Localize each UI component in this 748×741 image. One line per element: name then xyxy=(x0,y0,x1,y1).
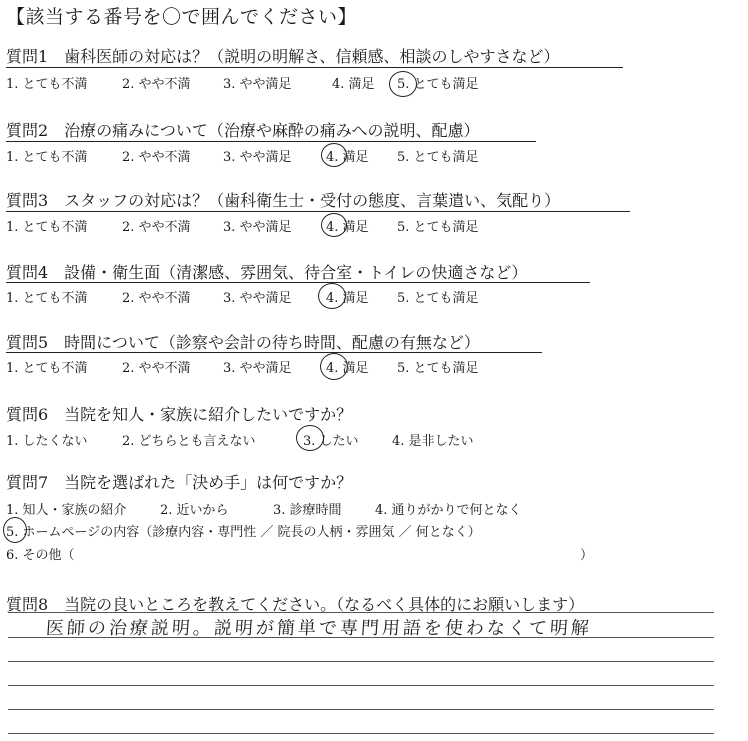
answer-line-3 xyxy=(8,661,714,662)
q1-option-1[interactable]: 1. とても不満 xyxy=(6,77,88,92)
q2-option-1[interactable]: 1. とても不満 xyxy=(6,150,88,165)
page-title: 【該当する番号を〇で囲んでください】 xyxy=(6,6,358,28)
question-5-options xyxy=(0,357,748,375)
q3-answer-circle xyxy=(321,213,347,237)
question-3-options xyxy=(0,216,748,234)
q2-option-4[interactable]: 4. 満足 xyxy=(326,150,369,165)
q7-answer-circle xyxy=(3,517,27,543)
q4-option-1[interactable]: 1. とても不満 xyxy=(6,291,88,306)
q6-option-4[interactable]: 4. 是非したい xyxy=(392,434,474,449)
question-3-label: 質問3 スタッフの対応は？（歯科衛生士・受付の態度、言葉遣い、気配り） xyxy=(6,191,561,210)
question-1-label: 質問1 歯科医師の対応は？（説明の明解さ、信頼感、相談のしやすさなど） xyxy=(6,47,560,66)
q5-option-4[interactable]: 4. 満足 xyxy=(326,361,369,376)
q2-option-2[interactable]: 2. やや不満 xyxy=(122,150,191,165)
q2-option-5[interactable]: 5. とても満足 xyxy=(397,150,479,165)
q4-option-3[interactable]: 3. やや満足 xyxy=(223,291,292,306)
question-8-handwritten-answer: 医師の治療説明。説明が簡単で専門用語を使わなくて明解 xyxy=(45,618,593,639)
question-2-label: 質問2 治療の痛みについて（治療や麻酔の痛みへの説明、配慮） xyxy=(6,121,480,140)
q5-answer-circle xyxy=(320,353,348,380)
question-5-underline xyxy=(6,352,542,353)
q3-option-4[interactable]: 4. 満足 xyxy=(326,220,369,235)
answer-line-1 xyxy=(8,612,714,613)
question-4-options xyxy=(0,287,748,305)
q4-answer-circle xyxy=(318,283,346,309)
q3-option-1[interactable]: 1. とても不満 xyxy=(6,220,88,235)
question-1-underline xyxy=(6,67,623,68)
question-5-label: 質問5 時間について（診察や会計の待ち時間、配慮の有無など） xyxy=(6,333,480,352)
answer-line-4 xyxy=(8,685,714,686)
question-8-label: 質問8 当院の良いところを教えてください。（なるべく具体的にお願いします） xyxy=(6,595,585,614)
q5-option-2[interactable]: 2. やや不満 xyxy=(122,361,191,376)
question-6-label: 質問6 当院を知人・家族に紹介したいですか？ xyxy=(6,405,353,424)
question-1-options xyxy=(0,73,748,91)
q5-option-3[interactable]: 3. やや満足 xyxy=(223,361,292,376)
answer-line-5 xyxy=(8,709,714,710)
q4-option-4[interactable]: 4. 満足 xyxy=(326,291,369,306)
q3-option-3[interactable]: 3. やや満足 xyxy=(223,220,292,235)
q7-option-3[interactable]: 3. 診療時間 xyxy=(273,503,342,518)
q7-option-1[interactable]: 1. 知人・家族の紹介 xyxy=(6,503,127,518)
question-7-label: 質問7 当院を選ばれた「決め手」は何ですか？ xyxy=(6,473,353,492)
question-7-options-row-2 xyxy=(0,521,748,539)
q6-option-2[interactable]: 2. どちらとも言えない xyxy=(122,434,256,449)
answer-line-6 xyxy=(8,733,714,734)
q6-answer-circle xyxy=(296,425,324,451)
question-7-options-row-1 xyxy=(0,499,748,517)
q1-option-4[interactable]: 4. 満足 xyxy=(332,77,375,92)
q7-option-6[interactable]: 6. その他（ xyxy=(6,548,75,563)
q2-answer-circle xyxy=(321,143,347,167)
question-7-options-row-3 xyxy=(0,544,748,562)
q7-option-6-close: ） xyxy=(580,548,594,563)
q1-answer-circle xyxy=(389,71,417,97)
q3-option-2[interactable]: 2. やや不満 xyxy=(122,220,191,235)
q3-option-5[interactable]: 5. とても満足 xyxy=(397,220,479,235)
q4-option-5[interactable]: 5. とても満足 xyxy=(397,291,479,306)
q7-option-5[interactable]: 5. ホームページの内容（診療内容・専門性 ／ 院長の人柄・雰囲気 ／ 何となく） xyxy=(6,525,481,540)
question-6-options xyxy=(0,430,748,448)
q6-option-3[interactable]: 3. したい xyxy=(303,434,359,449)
q1-option-5[interactable]: 5. とても満足 xyxy=(397,77,479,92)
q5-option-1[interactable]: 1. とても不満 xyxy=(6,361,88,376)
question-4-underline xyxy=(6,282,590,283)
q4-option-2[interactable]: 2. やや不満 xyxy=(122,291,191,306)
q7-option-2[interactable]: 2. 近いから xyxy=(160,503,229,518)
question-2-options xyxy=(0,146,748,164)
question-4-label: 質問4 設備・衛生面（清潔感、雰囲気、待合室・トイレの快適さなど） xyxy=(6,263,528,282)
question-2-underline xyxy=(6,141,536,142)
q7-option-4[interactable]: 4. 通りがかりで何となく xyxy=(375,503,522,518)
answer-line-2 xyxy=(8,637,714,638)
q1-option-3[interactable]: 3. やや満足 xyxy=(223,77,292,92)
question-3-underline xyxy=(6,211,630,212)
q5-option-5[interactable]: 5. とても満足 xyxy=(397,361,479,376)
q6-option-1[interactable]: 1. したくない xyxy=(6,434,88,449)
q2-option-3[interactable]: 3. やや満足 xyxy=(223,150,292,165)
q1-option-2[interactable]: 2. やや不満 xyxy=(122,77,191,92)
